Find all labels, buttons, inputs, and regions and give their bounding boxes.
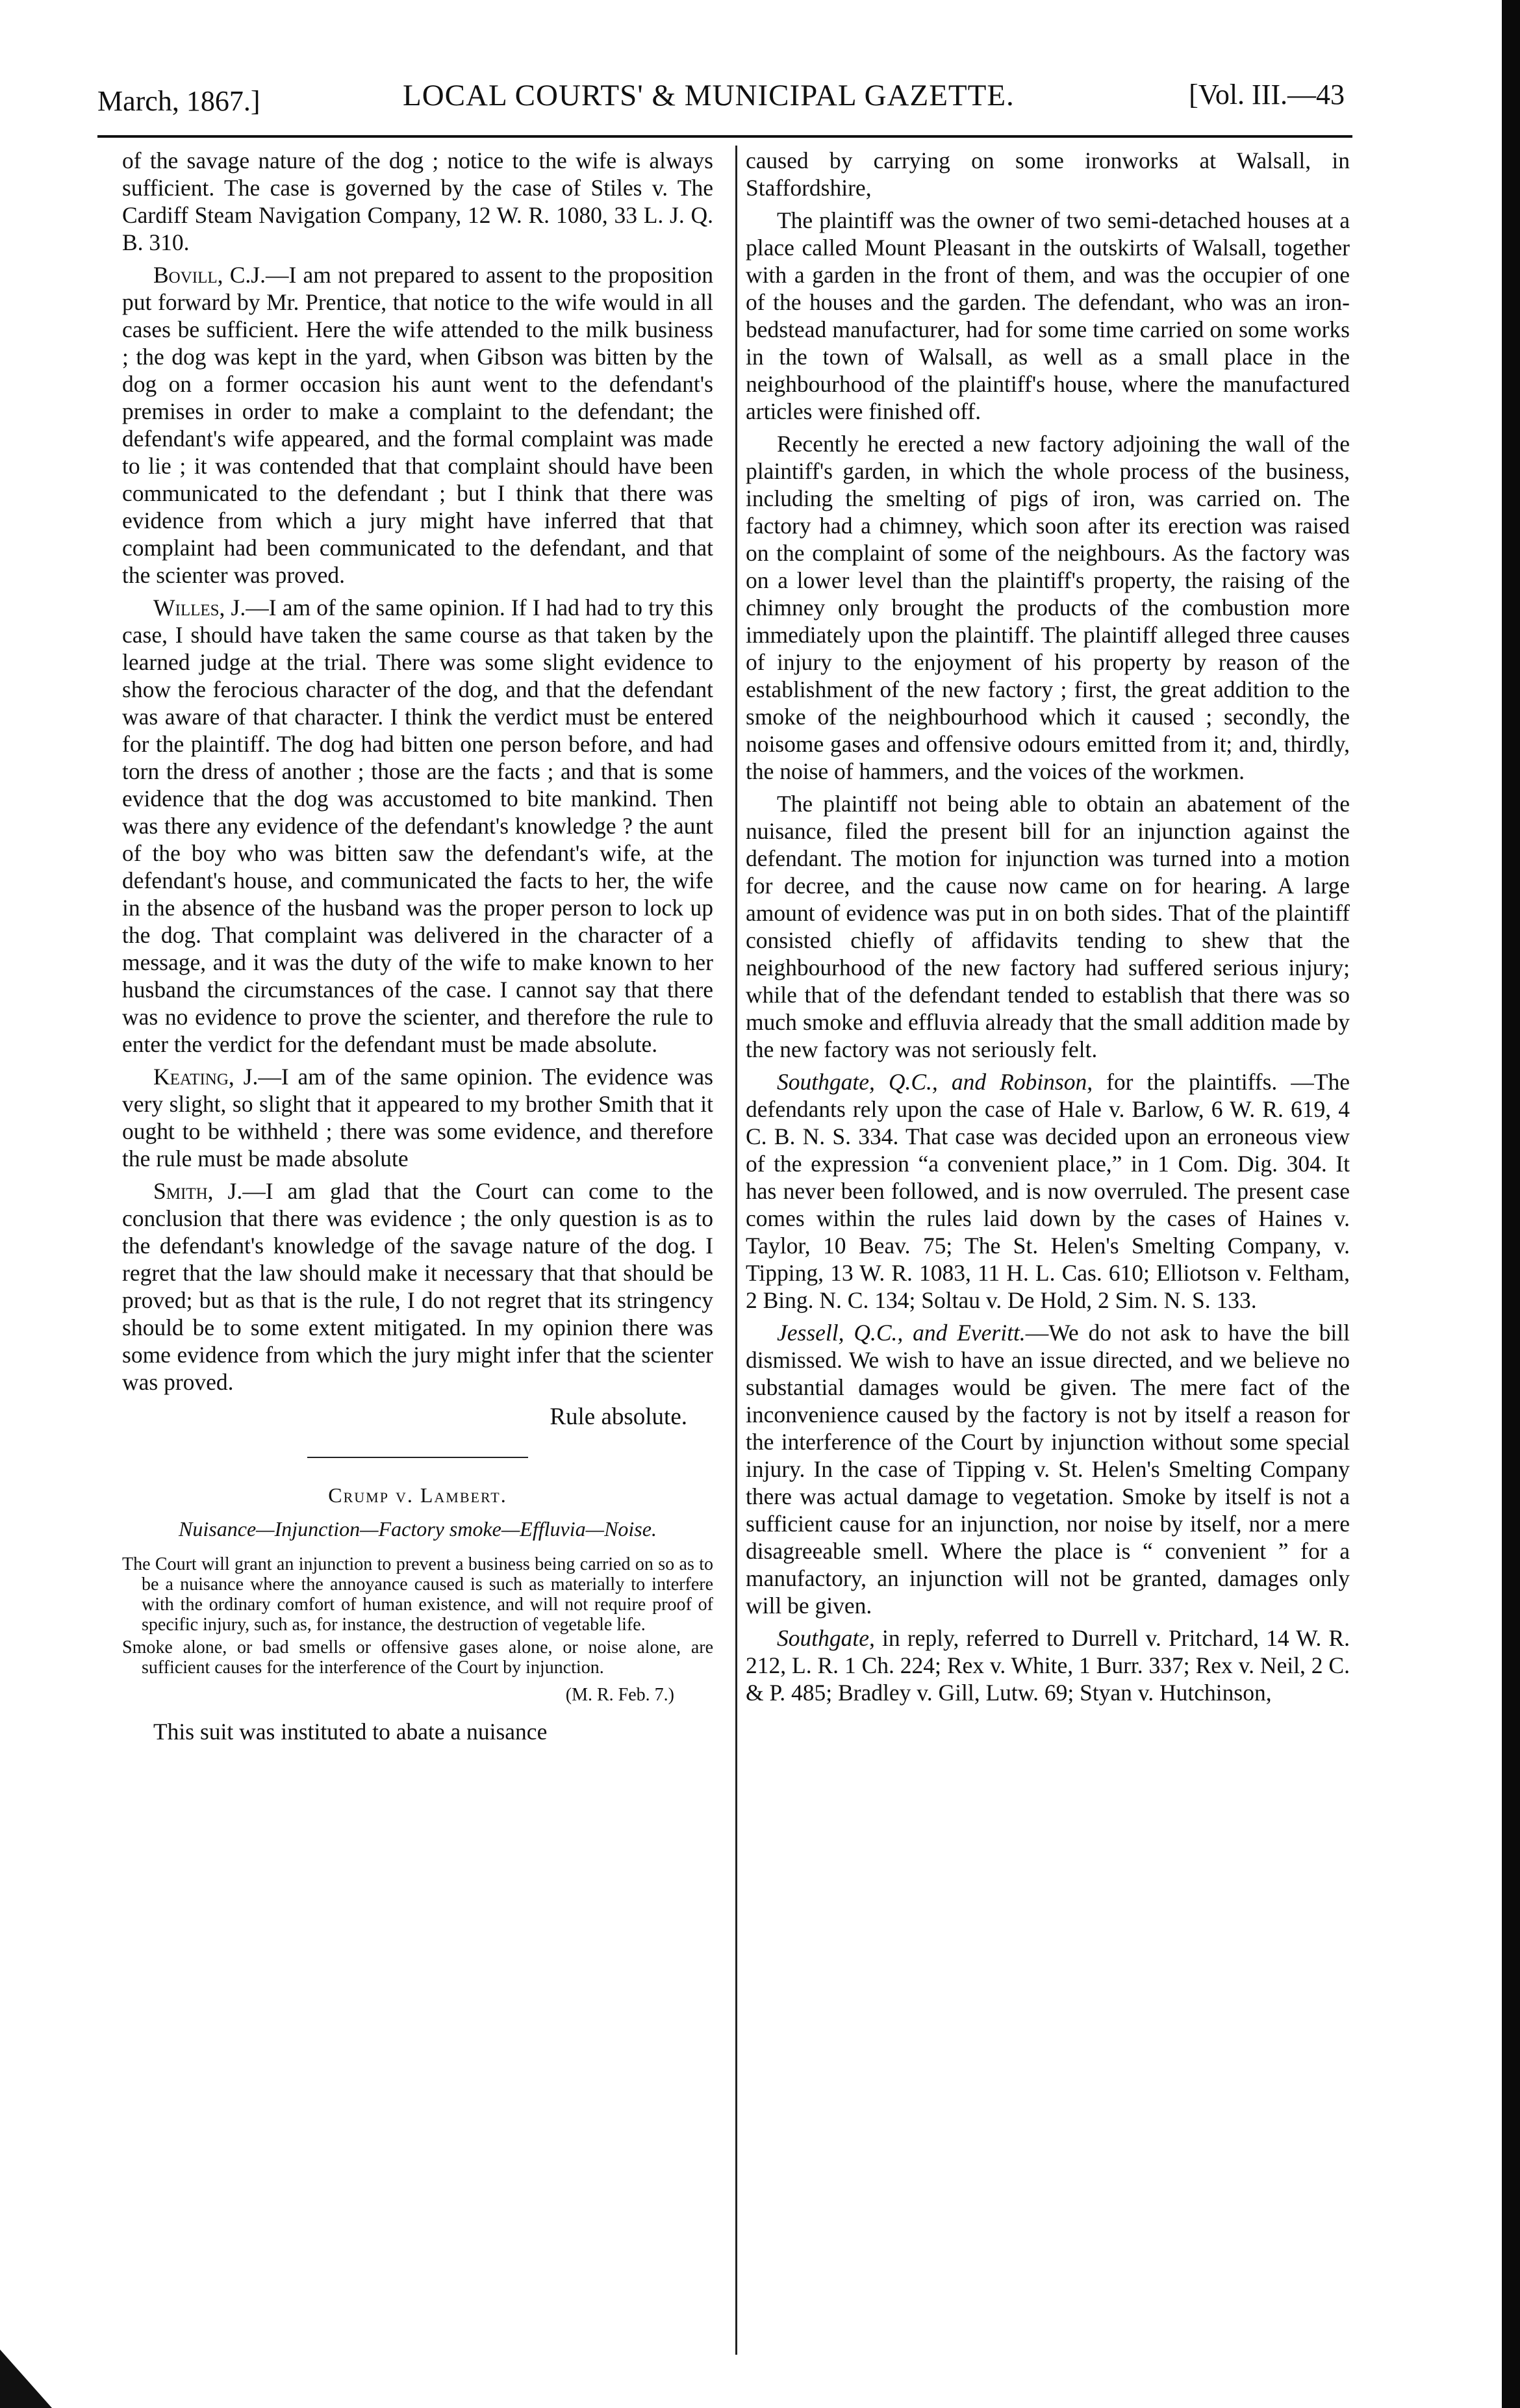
case-title: Crump v. Lambert.	[328, 1483, 507, 1507]
judge-name-keating: Keating, J.	[153, 1064, 259, 1090]
counsel-names: Jessell, Q.C., and Everitt.	[777, 1320, 1026, 1346]
headnote-paragraph	[122, 1554, 713, 1635]
page-edge-shadow	[1502, 0, 1520, 2408]
argument-text: for the plaintiffs. —The defendants rely upon the case of Hale v. Barlow, 6 W. R. 619, 4 C. B. N. S. 334. That case was decided upon an erroneous view of the expression “a convenient place,” in 1 Com. Dig. 304. It has never been followed, and is now overruled. The present case comes within the rules laid down by the cases of Haines v. Taylor, 10 Beav. 75; The St. Helen's Smelting Company, v. Tipping, 13 W. R. 1083, 11 H. L. Cas. 610; Elliotson v. Feltham, 2 Bing. N. C. 134; Soltau v. De Hold, 2 Sim. N. S. 133.	[746, 1069, 1350, 1313]
header-rule	[97, 135, 1352, 138]
left-column	[122, 147, 713, 1750]
opinion-bovill	[122, 261, 713, 589]
paragraph: The plaintiff not being able to obtain an abatement of the nuisance, filed the present bill for an injunction against the defendant. The motion for injunction was turned into a motion for decree, and the cause now came on for hearing. A large amount of evidence was put in on both sides. That of the plaintiff consisted chiefly of affidavits tending to shew that the neighbourhood of the new factory had suffered serious injury; while that of the defendant tended to establish that there was so much smoke and effluvia already that the small addition made by the new factory was not seriously felt.	[746, 791, 1350, 1062]
counsel-names: Southgate,	[777, 1625, 875, 1651]
paragraph: Recently he erected a new factory adjoining the wall of the plaintiff's garden, in which the whole process of the business, including the smelting of pigs of iron, was carried on. The factory had a chimney, which soon after its erection was raised on the complaint of some of the neighbours. As the factory was on a lower level than the plaintiff's property, the raising of the chimney only brought the products of the combustion more immediately upon the plaintiff. The plaintiff alleged three causes of injury to the enjoyment of his property by reason of the establishment of the new factory ; first, the great addition to the smoke of the neighbourhood which it caused ; secondly, the noisome gases and offensive odours emitted from it; and, thirdly, the noise of hammers, and the voices of the workmen.	[746, 431, 1350, 784]
counsel-names: Southgate, Q.C., and Robinson,	[777, 1069, 1093, 1095]
paragraph-final: This suit was instituted to abate a nuisance	[153, 1719, 548, 1745]
header-title: LOCAL COURTS' & MUNICIPAL GAZETTE.	[403, 79, 1015, 112]
paragraph-continuation: caused by carrying on some ironworks at Walsall, in Staffordshire,	[746, 147, 1350, 201]
judge-name-smith: Smith, J.	[153, 1178, 243, 1204]
headnote-text-1: The Court will grant an injunction to prevent a business being carried on so as to be a nuisance where the annoyance caused is such as materially to interfere with the ordinary comfort of human existence, and will not require proof of specific injury, such as, for instance, the destruction of vegetable life.	[122, 1554, 713, 1635]
argument-reply	[746, 1624, 1350, 1706]
running-header	[97, 71, 1345, 123]
argument-text: —We do not ask to have the bill dismissed. We wish to have an issue directed, and we believe no substantial damages would be given. The mere fact of the inconvenience caused by the factory is not by itself a reason for the interference of the Court by injunction without some special injury. In the case of Tipping v. St. Helen's Smelting Company there was actual damage to vegetation. Smoke by itself is not a sufficient cause for an injunction, nor noise by itself, nor a mere disagreeable smell. Where the place is “ convenient ” for a manufactory, an injunction will not be granted, damages only will be given.	[746, 1320, 1350, 1619]
reporter-citation: (M. R. Feb. 7.)	[565, 1685, 674, 1705]
headnote	[122, 1554, 713, 1678]
column-divider	[735, 146, 737, 2355]
case-subtitle: Nuisance—Injunction—Factory smoke—Effluvia—Noise.	[179, 1517, 657, 1541]
section-divider	[307, 1457, 528, 1458]
page-corner-shadow	[0, 2350, 52, 2408]
paragraph: The plaintiff was the owner of two semi-detached houses at a place called Mount Pleasant in the outskirts of Walsall, together with a garden in the front of them, and was the occupier of one of the houses and the garden. The defendant, who was an iron-bedstead manufacturer, had for some time carried on some works in the town of Walsall, as well as a small place in the neighbourhood of the plaintiff's house, where the manufactured articles were finished off.	[746, 207, 1350, 424]
opinion-text-bovill: —I am not prepared to assent to the proposition put forward by Mr. Prentice, that notice to the wife would in all cases be sufficient. Here the wife attended to the milk business ; the dog was kept in the yard, when Gibson was bitten by the dog on a former occasion his aunt went to the defendant's premises in order to make a complaint to the defendant; the defendant's wife appeared, and the formal complaint was made to lie ; it was contended that that complaint should have been communicated to the defendant ; but I think that there was evidence from which a jury might have inferred that that complaint had been communicated to the defendant, and that the scienter was proved.	[122, 262, 714, 588]
paragraph-continuation: of the savage nature of the dog ; notice to the wife is always sufficient. The case is governed by the case of Stiles v. The Cardiff Steam Navigation Company, 12 W. R. 1080, 33 L. J. Q. B. 310.	[122, 147, 713, 255]
headnote-text-2: Smoke alone, or bad smells or offensive gases alone, or noise alone, are sufficient causes for the interference of the Court by injunction.	[122, 1637, 713, 1678]
headnote-paragraph	[122, 1637, 713, 1678]
judge-name-bovill: Bovill, C.J.	[153, 262, 266, 288]
header-date: March, 1867.]	[97, 85, 260, 117]
argument-text: in reply, referred to Durrell v. Pritchard, 14 W. R. 212, L. R. 1 Ch. 224; Rex v. White, 1 Burr. 337; Rex v. Neil, 2 C. & P. 485; Bradley v. Gill, Lutw. 69; Styan v. Hutchinson,	[746, 1625, 1350, 1706]
opinion-text-willes: —I am of the same opinion. If I had had to try this case, I should have taken the same course as that taken by the learned judge at the trial. There was some slight evidence to show the ferocious character of the dog, and that the defendant was aware of that character. I think the verdict must be entered for the plaintiff. The dog had bitten one person before, and had torn the dress of another ; those are the facts ; and that is some evidence that the dog was accustomed to bite mankind. Then was there any evidence of the defendant's knowledge ? the aunt of the boy who was bitten saw the defendant's wife, at the defendant's house, and communicated the facts to her, the wife in the absence of the husband was the proper person to lock up the dog. That complaint was delivered in the character of a message, and it was the duty of the wife to make known to her husband the circumstances of the case. I cannot say that there was no evidence to prove the scienter, and therefore the rule to enter the verdict for the defendant must be made absolute.	[122, 595, 713, 1057]
opinion-keating	[122, 1063, 713, 1172]
judge-name-willes: Willes, J.	[153, 595, 246, 621]
ruling: Rule absolute.	[550, 1403, 687, 1430]
opinion-willes	[122, 594, 713, 1058]
argument-defendants	[746, 1319, 1350, 1619]
opinion-text-smith: —I am glad that the Court can come to the conclusion that there was evidence ; the only question is as to the defendant's knowledge of the savage nature of the dog. I regret that the law should make it necessary that that should be proved; but as that is the rule, I do not regret that its stringency should be to some extent mitigated. In my opinion there was some evidence from which the jury might infer that the scienter was proved.	[122, 1178, 713, 1395]
opinion-text-keating: —I am of the same opinion. The evidence was very slight, so slight that it appeared to my brother Smith that it ought to be withheld ; there was some evidence, and therefore the rule must be made absolute	[122, 1064, 713, 1172]
argument-plaintiffs	[746, 1068, 1350, 1314]
right-column	[746, 147, 1350, 1711]
header-volume: [Vol. III.—43	[1189, 79, 1345, 110]
opinion-smith	[122, 1177, 713, 1396]
